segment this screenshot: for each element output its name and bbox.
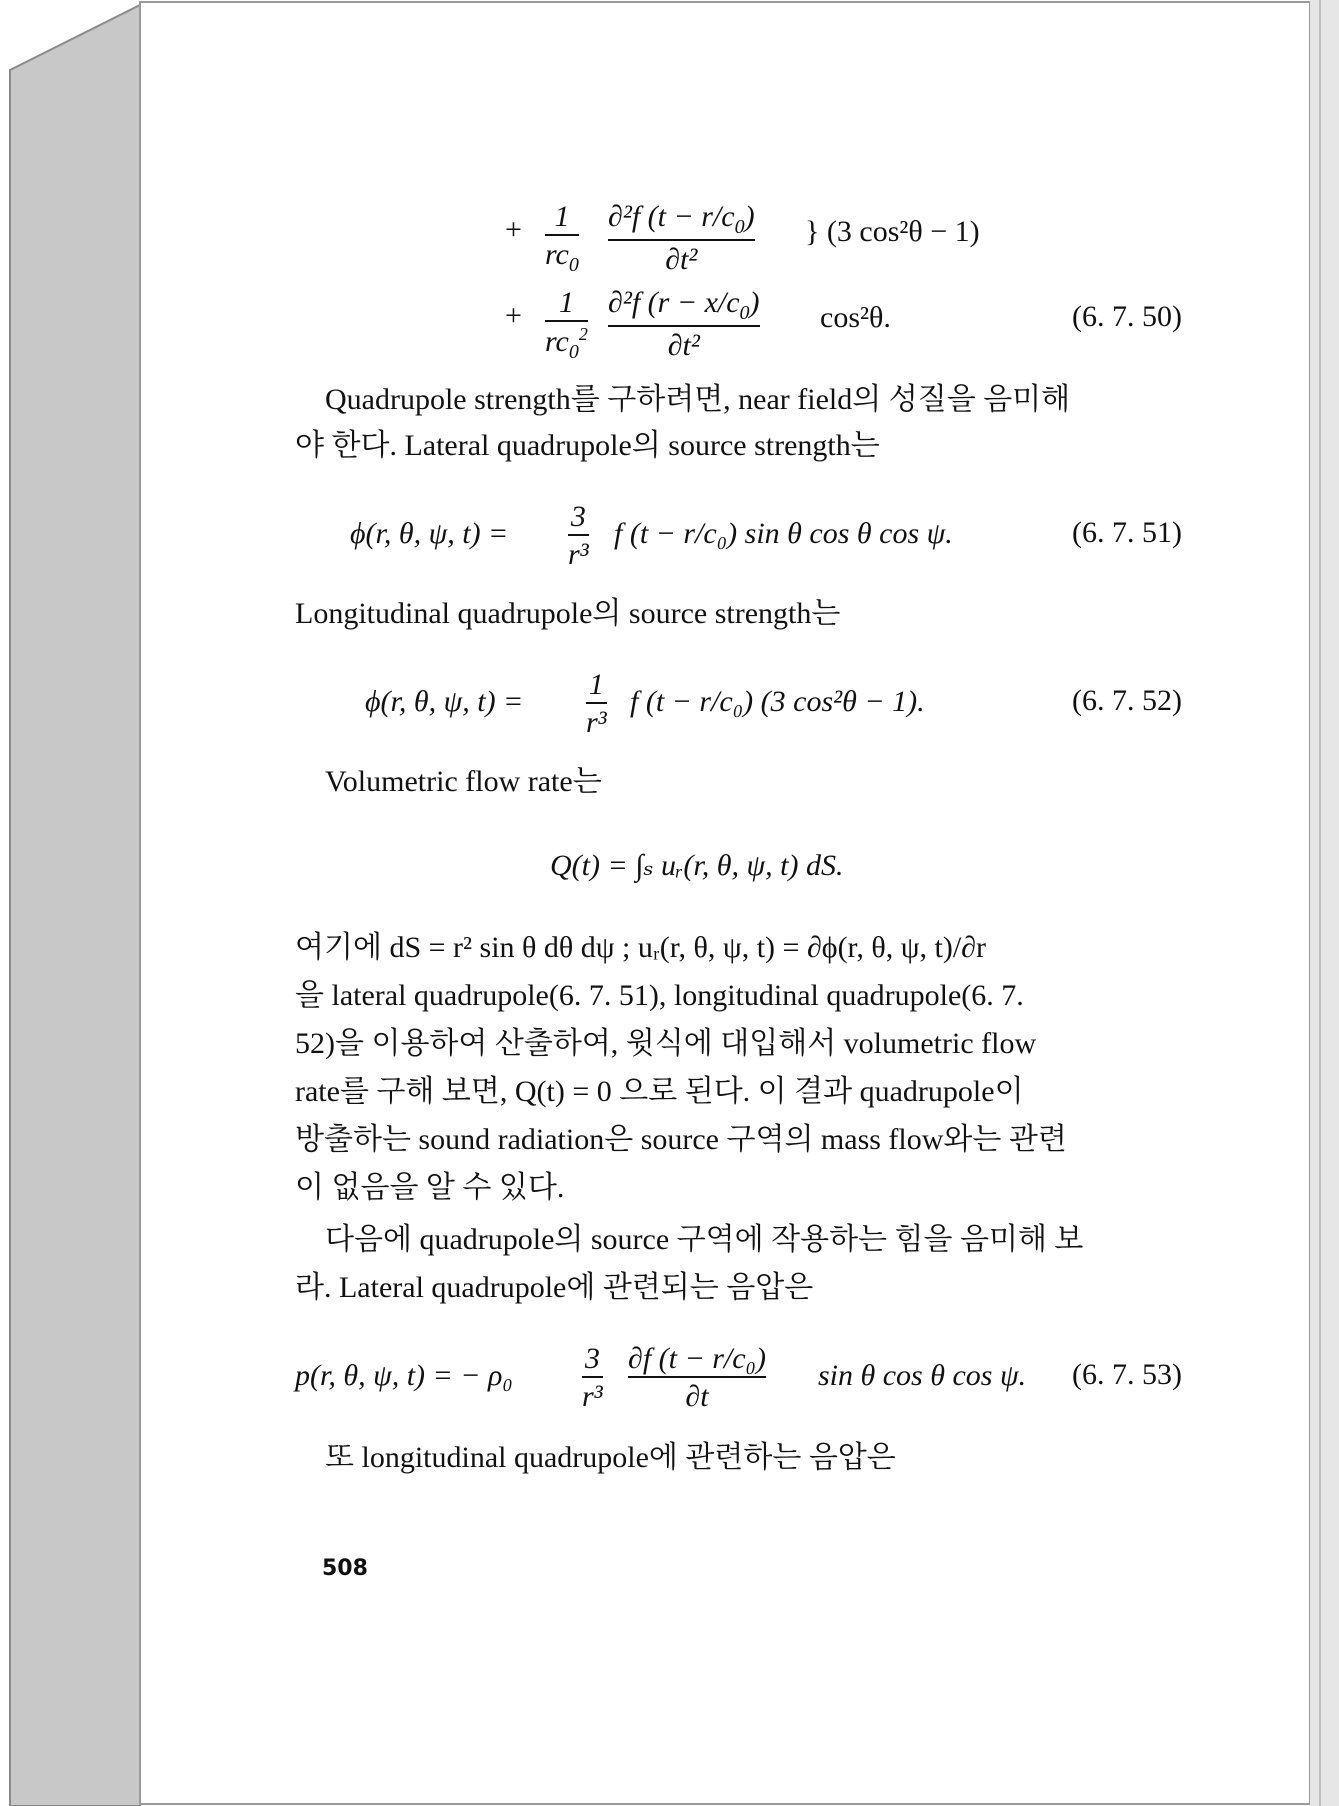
eq53-coef-denominator: r³ xyxy=(582,1376,603,1414)
eq50-line1-plus: + xyxy=(505,213,522,246)
eq53-number: (6. 7. 53) xyxy=(1072,1358,1182,1391)
eq52-numerator: 1 xyxy=(588,668,604,701)
para1-line1: Quadrupole strength를 구하려면, near field의 성질을 음미해 xyxy=(325,383,1071,416)
para5-line1: 다음에 quadrupole의 source 구역에 작용하는 힘을 음미해 보 xyxy=(325,1223,1084,1256)
eq52-number: (6. 7. 52) xyxy=(1072,684,1182,717)
eq50-line2-coef-fraction xyxy=(545,286,588,364)
eq50-line1-coef-fraction xyxy=(545,200,579,277)
page-number: 508 xyxy=(322,1556,368,1581)
eq53-rhs: sin θ cos θ cos ψ. xyxy=(818,1359,1027,1392)
eq50-line1-derivative-denominator: ∂t² xyxy=(608,239,755,277)
eq50-line1-derivative-fraction xyxy=(608,200,755,277)
eq50-line1-coef-denominator: $rc_0$ xyxy=(545,234,579,277)
eq52-fraction xyxy=(586,668,607,740)
eq51-fraction xyxy=(568,500,589,572)
eq52-denominator: r³ xyxy=(586,702,607,740)
eq51-rhs: f (t − r/c₀) sin θ cos θ cos ψ. xyxy=(614,517,953,550)
eq51-number: (6. 7. 51) xyxy=(1072,516,1182,549)
eq52-rhs: f (t − r/c₀) (3 cos²θ − 1). xyxy=(630,685,925,718)
eq50-line2-plus: + xyxy=(505,299,522,332)
eq53-lhs: p(r, θ, ψ, t) = − ρ₀ xyxy=(295,1359,513,1392)
para3: Volumetric flow rate는 xyxy=(325,765,602,798)
para6: 또 longitudinal quadrupole에 관련하는 음압은 xyxy=(325,1441,896,1474)
eq53-derivative-numerator: ∂f (t − r/c₀) xyxy=(628,1342,766,1375)
eq53-coef-fraction xyxy=(582,1342,603,1414)
para4-line: 52)을 이용하여 산출하여, 윗식에 대입해서 volumetric flow xyxy=(295,1027,1037,1060)
eq50-line2-tail: cos²θ. xyxy=(820,301,891,334)
eq50-line1-coef-numerator: 1 xyxy=(554,200,570,233)
eq-volumetric-flow: Q(t) = ∫ₛ uᵣ(r, θ, ψ, t) dS. xyxy=(550,849,844,882)
eq50-line1-tail: } (3 cos²θ − 1) xyxy=(805,215,980,248)
eq50-line1-derivative-numerator: ∂²f $(t - r/c_0)$ xyxy=(608,200,755,238)
eq51-denominator: r³ xyxy=(568,534,589,572)
para1-line2: 야 한다. Lateral quadrupole의 source strength는 xyxy=(295,429,880,462)
para2: Longitudinal quadrupole의 source strength는 xyxy=(295,597,841,630)
para4-line: 을 lateral quadrupole(6. 7. 51), longitudinal quadrupole(6. 7. xyxy=(295,979,1024,1012)
para5-line2: 라. Lateral quadrupole에 관련되는 음압은 xyxy=(295,1271,814,1304)
eq52-lhs: ϕ(r, θ, ψ, t) = xyxy=(365,685,524,718)
eq50-number: (6. 7. 50) xyxy=(1072,300,1182,333)
para4-line: 여기에 dS = r² sin θ dθ dψ ; uᵣ(r, θ, ψ, t) = ∂ϕ(r, θ, ψ, t)/∂r xyxy=(295,931,986,964)
eq53-derivative-fraction xyxy=(628,1342,766,1414)
eq50-line2-coef-numerator: 1 xyxy=(558,286,574,319)
para4-line: 이 없음을 알 수 있다. xyxy=(295,1171,565,1204)
eq50-line2-coef-denominator: $rc_0^2$ xyxy=(545,320,588,364)
eq50-line2-derivative-fraction xyxy=(608,286,760,363)
eq53-coef-numerator: 3 xyxy=(584,1342,600,1375)
eq50-line2-derivative-denominator: ∂t² xyxy=(608,325,760,363)
para4-line: rate를 구해 보면, Q(t) = 0 으로 된다. 이 결과 quadrupole이 xyxy=(295,1075,1024,1108)
eq51-numerator: 3 xyxy=(570,500,586,533)
para4-line: 방출하는 sound radiation은 source 구역의 mass flow와는 관련 xyxy=(295,1123,1067,1156)
eq50-line2-derivative-numerator: ∂²f $(r - x/c_0)$ xyxy=(608,286,760,324)
eq53-derivative-denominator: ∂t xyxy=(628,1376,766,1414)
eq51-lhs: ϕ(r, θ, ψ, t) = xyxy=(350,517,509,550)
